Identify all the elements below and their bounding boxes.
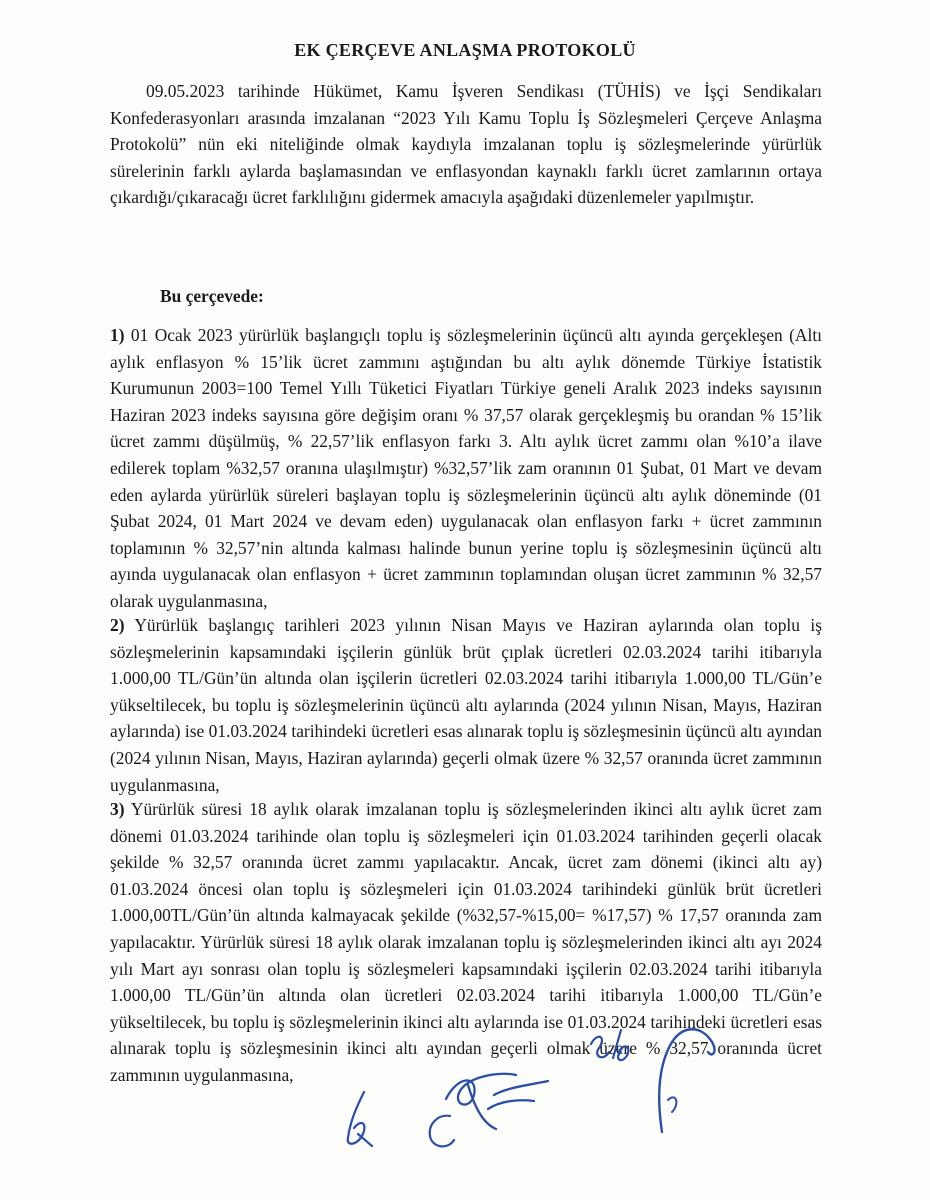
signature-stroke	[446, 1074, 548, 1129]
article-1-text: 01 Ocak 2023 yürürlük başlangıçlı toplu iş sözleşmelerinin üçüncü altı ayında gerçekleşen (Altı aylık enflasyon % 15’lik ücret zammını aştığından bu altı aylık dönemde Türkiye İstatistik Kurumunun 2003=100 Temel Yıllı Tüketici Fiyatları Türkiye geneli Aralık 2023 indeks sayısının Haziran 2023 indeks sayısına göre değişim oranı % 37,57 olarak gerçekleşmiş bu orandan % 15’lik ücret zammı düşülmüş, % 22,57’lik enflasyon farkı 3. Altı aylık ücret zammı olan %10’a ilave edilerek toplam %32,57 oranına ulaşılmıştır) %32,57’lik zam oranının 01 Şubat, 01 Mart ve devam eden aylarda yürürlük süreleri başlayan toplu iş sözleşmelerinin üçüncü altı aylık döneminde (01 Şubat 2024, 01 Mart 2024 ve devam eden) uygulanacak olan enflasyon farkı + ücret zammının toplamının % 32,57’nin altında kalması halinde bunun yerine toplu iş sözleşmesinin üçüncü altı ayında uygulanacak olan enflasyon + ücret zammının toplamından oluşan ücret zammının % 32,57 olarak uygulanmasına,	[110, 325, 822, 611]
document-title: EK ÇERÇEVE ANLAŞMA PROTOKOLÜ	[294, 40, 636, 60]
intro-paragraph: 09.05.2023 tarihinde Hükümet, Kamu İşveren Sendikası (TÜHİS) ve İşçi Sendikaları Konfederasyonları arasında imzalanan “2023 Yılı Kamu Toplu İş Sözleşmeleri Çerçeve Anlaşma Protokolü” nün eki niteliğinde olmak kaydıyla imzalanan toplu iş sözleşmelerinde yürürlük sürelerinin farklı aylarda başlamasından ve enflasyondan kaynaklı farklı ücret zamlarının ortaya çıkardığı/çıkaracağı ücret farklılığını gidermek amacıyla aşağıdaki düzenlemeler yapılmıştır.	[110, 81, 822, 208]
article-2-text: Yürürlük başlangıç tarihleri 2023 yılının Nisan Mayıs ve Haziran aylarında olan toplu iş sözleşmelerinin kapsamındaki işçilerin günlük brüt çıplak ücretleri 02.03.2024 tarihi itibarıyla 1.000,00 TL/Gün’ün altında olan işçilerin ücretleri 02.03.2024 tarihi itibarıyla 1.000,00 TL/Gün’e yükseltilecek, bu toplu iş sözleşmelerinin üçüncü altı aylarında (2024 yılının Nisan, Mayıs, Haziran aylarında) ise 01.03.2024 tarihindeki ücretleri esas alınarak toplu iş sözleşmesinin üçüncü altı ayından (2024 yılının Nisan, Mayıs, Haziran aylarında) geçerli olmak üzere % 32,57 oranında ücret zammının uygulanmasına,	[110, 615, 823, 795]
signature-initial-1	[585, 1022, 635, 1072]
article-2	[110, 612, 822, 798]
signature-stroke	[668, 1097, 676, 1112]
signature-stroke	[591, 1030, 628, 1060]
signature-5	[420, 1110, 460, 1155]
article-1	[110, 322, 822, 615]
article-3-number: 3)	[110, 799, 125, 819]
article-1-number: 1)	[110, 325, 125, 345]
lead-heading: Bu çerçevede:	[160, 286, 264, 306]
signature-stroke	[659, 1029, 714, 1132]
article-3-text: Yürürlük süresi 18 aylık olarak imzalanan toplu iş sözleşmelerinden ikinci altı aylık ücret zam dönemi 01.03.2024 tarihinde olan toplu iş sözleşmeleri için 01.03.2024 tarihinden geçerli olacak şekilde % 32,57 oranında ücret zammı yapılacaktır. Ancak, ücret zam dönemi (ikinci altı ay) 01.03.2024 öncesi olan toplu iş sözleşmeleri için 01.03.2024 tarihindeki günlük brüt ücretleri 1.000,00TL/Gün’ün altında kalmayacak şekilde (%32,57-%15,00= %17,57) % 17,57 oranında zam yapılacaktır. Yürürlük süresi 18 aylık olarak imzalanan toplu iş sözleşmelerinden ikinci altı ayı 2024 yılı Mart ayı sonrası olan toplu iş sözleşmeleri kapsamındaki işçilerin 02.03.2024 tarihi itibarıyla 1.000,00 TL/Gün’ün altında olan ücretleri 02.03.2024 tarihi itibarıyla 1.000,00 TL/Gün’e yükseltilecek, bu toplu iş sözleşmelerinin ikinci altı aylarında ise 01.03.2024 tarihindeki ücretleri esas alınarak toplu iş sözleşmesinin ikinci altı ayından geçerli olmak üzere % 32,57 oranında ücret zammının uygulanmasına,	[110, 799, 822, 1085]
article-2-number: 2)	[110, 615, 125, 635]
signature-stroke	[430, 1116, 454, 1147]
signature-4	[340, 1088, 380, 1148]
signature-2	[650, 1022, 725, 1137]
signature-stroke	[348, 1092, 372, 1146]
